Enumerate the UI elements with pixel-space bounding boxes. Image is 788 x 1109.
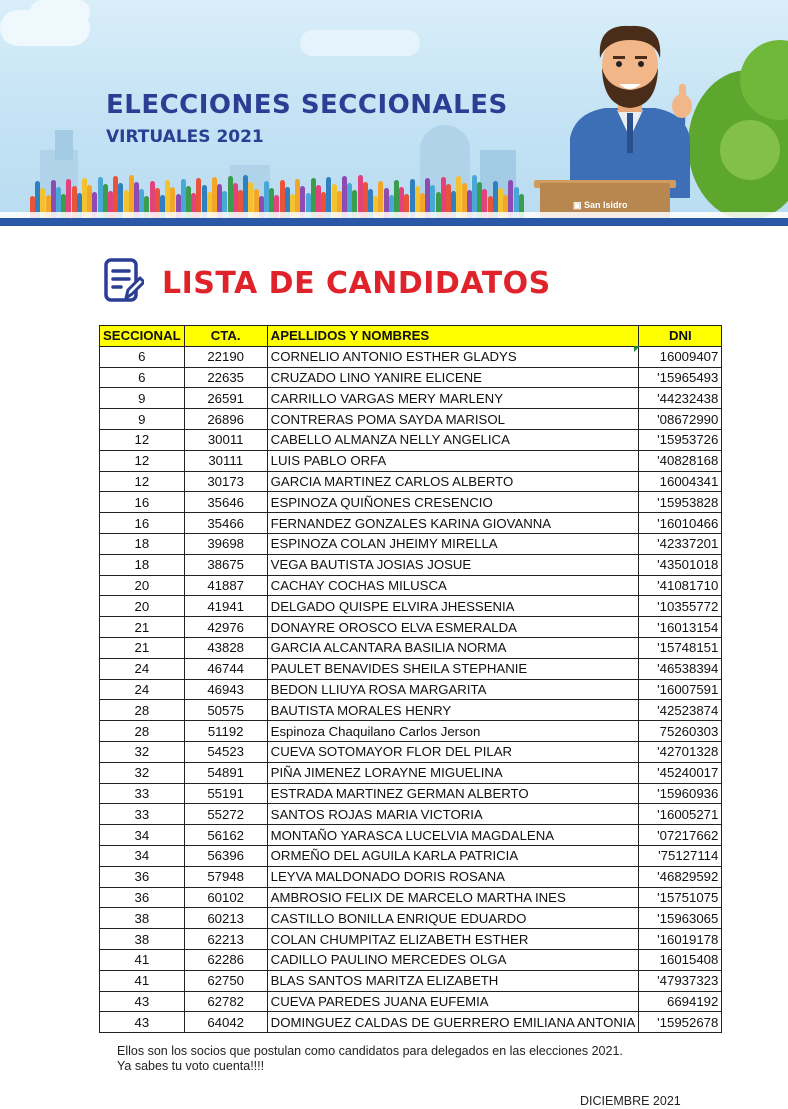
cell-seccional: 41 bbox=[100, 970, 185, 991]
cell-cta: 41887 bbox=[184, 575, 267, 596]
table-row bbox=[100, 637, 722, 658]
banner-title: ELECCIONES SECCIONALES bbox=[106, 90, 508, 120]
cell-dni: '15953726 bbox=[639, 429, 722, 450]
cell-seccional: 38 bbox=[100, 929, 185, 950]
cell-nombres: BEDON LLIUYA ROSA MARGARITA bbox=[267, 679, 639, 700]
cell-cta: 56396 bbox=[184, 845, 267, 866]
cell-cta: 38675 bbox=[184, 554, 267, 575]
cell-cta: 30111 bbox=[184, 450, 267, 471]
cell-cta: 60213 bbox=[184, 908, 267, 929]
footer-note-line-2: Ya sabes tu voto cuenta!!!! bbox=[117, 1059, 265, 1073]
table-row bbox=[100, 721, 722, 742]
cell-nombres: CUEVA SOTOMAYOR FLOR DEL PILAR bbox=[267, 741, 639, 762]
cell-seccional: 36 bbox=[100, 866, 185, 887]
cell-nombres: CONTRERAS POMA SAYDA MARISOL bbox=[267, 409, 639, 430]
cell-dni: '15963065 bbox=[639, 908, 722, 929]
cell-nombres: CRUZADO LINO YANIRE ELICENE bbox=[267, 367, 639, 388]
cell-dni: '15751075 bbox=[639, 887, 722, 908]
cell-dni: '40828168 bbox=[639, 450, 722, 471]
cell-dni: '15748151 bbox=[639, 637, 722, 658]
cell-seccional: 33 bbox=[100, 783, 185, 804]
column-header-seccional: SECCIONAL bbox=[100, 326, 185, 347]
cell-seccional: 16 bbox=[100, 492, 185, 513]
cell-nombres: CASTILLO BONILLA ENRIQUE EDUARDO bbox=[267, 908, 639, 929]
table-row bbox=[100, 596, 722, 617]
cell-seccional: 16 bbox=[100, 513, 185, 534]
table-row bbox=[100, 533, 722, 554]
cell-seccional: 6 bbox=[100, 367, 185, 388]
cell-cta: 64042 bbox=[184, 1012, 267, 1033]
cell-nombres: ESPINOZA COLAN JHEIMY MIRELLA bbox=[267, 533, 639, 554]
cell-dni: '42523874 bbox=[639, 700, 722, 721]
cell-dni: '46538394 bbox=[639, 658, 722, 679]
cell-dni: '15960936 bbox=[639, 783, 722, 804]
footer-note bbox=[117, 1044, 623, 1074]
table-row bbox=[100, 700, 722, 721]
cell-dni: 75260303 bbox=[639, 721, 722, 742]
cell-seccional: 12 bbox=[100, 471, 185, 492]
cell-dni: '46829592 bbox=[639, 866, 722, 887]
cell-seccional: 38 bbox=[100, 908, 185, 929]
cell-nombres: VEGA BAUTISTA JOSIAS JOSUE bbox=[267, 554, 639, 575]
table-header-row bbox=[100, 326, 722, 347]
cell-dni: '15953828 bbox=[639, 492, 722, 513]
cell-cta: 54891 bbox=[184, 762, 267, 783]
cell-cta: 54523 bbox=[184, 741, 267, 762]
cell-cta: 62286 bbox=[184, 949, 267, 970]
cell-cta: 46943 bbox=[184, 679, 267, 700]
cell-nombres: DONAYRE OROSCO ELVA ESMERALDA bbox=[267, 617, 639, 638]
banner-subtitle: VIRTUALES 2021 bbox=[106, 127, 264, 147]
cell-nombres: CADILLO PAULINO MERCEDES OLGA bbox=[267, 949, 639, 970]
cell-seccional: 36 bbox=[100, 887, 185, 908]
cell-seccional: 43 bbox=[100, 1012, 185, 1033]
table-row bbox=[100, 409, 722, 430]
table-row bbox=[100, 471, 722, 492]
cell-seccional: 12 bbox=[100, 429, 185, 450]
cell-cta: 30173 bbox=[184, 471, 267, 492]
cell-seccional: 18 bbox=[100, 533, 185, 554]
san-isidro-logo: ▣ San Isidro bbox=[573, 200, 628, 210]
cell-nombres: DOMINGUEZ CALDAS DE GUERRERO EMILIANA ANTONIA bbox=[267, 1012, 639, 1033]
table-row bbox=[100, 617, 722, 638]
table-row bbox=[100, 367, 722, 388]
cell-seccional: 34 bbox=[100, 845, 185, 866]
cell-nombres: LEYVA MALDONADO DORIS ROSANA bbox=[267, 866, 639, 887]
cell-seccional: 28 bbox=[100, 721, 185, 742]
column-header-cta: CTA. bbox=[184, 326, 267, 347]
cell-nombres: FERNANDEZ GONZALES KARINA GIOVANNA bbox=[267, 513, 639, 534]
cell-dni: '42337201 bbox=[639, 533, 722, 554]
table-row bbox=[100, 679, 722, 700]
table-row bbox=[100, 887, 722, 908]
cell-nombres: ESPINOZA QUIÑONES CRESENCIO bbox=[267, 492, 639, 513]
cell-seccional: 12 bbox=[100, 450, 185, 471]
table-row bbox=[100, 991, 722, 1012]
cell-cta: 41941 bbox=[184, 596, 267, 617]
cell-dni: '15965493 bbox=[639, 367, 722, 388]
cell-cta: 51192 bbox=[184, 721, 267, 742]
cell-seccional: 32 bbox=[100, 762, 185, 783]
cell-seccional: 20 bbox=[100, 575, 185, 596]
cell-dni: '47937323 bbox=[639, 970, 722, 991]
cell-nombres: BLAS SANTOS MARITZA ELIZABETH bbox=[267, 970, 639, 991]
cell-cta: 26896 bbox=[184, 409, 267, 430]
cell-nombres: GARCIA MARTINEZ CARLOS ALBERTO bbox=[267, 471, 639, 492]
banner-bottom-bar bbox=[0, 218, 788, 226]
table-row bbox=[100, 929, 722, 950]
cell-cta: 42976 bbox=[184, 617, 267, 638]
cell-nombres: CARRILLO VARGAS MERY MARLENY bbox=[267, 388, 639, 409]
cell-cta: 62750 bbox=[184, 970, 267, 991]
footer-note-line-1: Ellos son los socios que postulan como candidatos para delegados en las elecciones 2021. bbox=[117, 1044, 623, 1058]
cell-dni: '75127114 bbox=[639, 845, 722, 866]
table-row bbox=[100, 741, 722, 762]
table-row bbox=[100, 429, 722, 450]
table-row bbox=[100, 762, 722, 783]
cell-seccional: 9 bbox=[100, 409, 185, 430]
cell-nombres: ESTRADA MARTINEZ GERMAN ALBERTO bbox=[267, 783, 639, 804]
cell-dni: '42701328 bbox=[639, 741, 722, 762]
cell-seccional: 18 bbox=[100, 554, 185, 575]
cell-dni: '44232438 bbox=[639, 388, 722, 409]
cell-seccional: 20 bbox=[100, 596, 185, 617]
cell-seccional: 21 bbox=[100, 617, 185, 638]
table-row bbox=[100, 450, 722, 471]
table-row bbox=[100, 575, 722, 596]
cell-seccional: 24 bbox=[100, 679, 185, 700]
cell-seccional: 33 bbox=[100, 804, 185, 825]
cell-nombres: PIÑA JIMENEZ LORAYNE MIGUELINA bbox=[267, 762, 639, 783]
table-row bbox=[100, 845, 722, 866]
cell-cta: 26591 bbox=[184, 388, 267, 409]
cloud-decoration bbox=[300, 30, 420, 56]
cell-cta: 43828 bbox=[184, 637, 267, 658]
header-banner bbox=[0, 0, 788, 226]
column-header-nombres: APELLIDOS Y NOMBRES bbox=[267, 326, 639, 347]
table-row bbox=[100, 970, 722, 991]
cell-nombres: BAUTISTA MORALES HENRY bbox=[267, 700, 639, 721]
cell-cta: 30011 bbox=[184, 429, 267, 450]
cell-dni: '45240017 bbox=[639, 762, 722, 783]
cell-nombres: CABELLO ALMANZA NELLY ANGELICA bbox=[267, 429, 639, 450]
cell-nombres: CUEVA PAREDES JUANA EUFEMIA bbox=[267, 991, 639, 1012]
cell-comment-marker bbox=[634, 346, 640, 352]
cell-seccional: 9 bbox=[100, 388, 185, 409]
table-row bbox=[100, 658, 722, 679]
cell-seccional: 41 bbox=[100, 949, 185, 970]
cell-nombres: AMBROSIO FELIX DE MARCELO MARTHA INES bbox=[267, 887, 639, 908]
cell-cta: 39698 bbox=[184, 533, 267, 554]
table-row bbox=[100, 783, 722, 804]
cell-seccional: 34 bbox=[100, 825, 185, 846]
logo-text: San Isidro bbox=[584, 200, 628, 210]
cell-cta: 57948 bbox=[184, 866, 267, 887]
cell-cta: 56162 bbox=[184, 825, 267, 846]
cell-nombres: CORNELIO ANTONIO ESTHER GLADYS bbox=[267, 346, 639, 367]
footer-date: DICIEMBRE 2021 bbox=[580, 1094, 681, 1108]
cell-dni: '08672990 bbox=[639, 409, 722, 430]
cell-cta: 46744 bbox=[184, 658, 267, 679]
cell-cta: 22190 bbox=[184, 346, 267, 367]
table-row bbox=[100, 866, 722, 887]
cell-dni: '43501018 bbox=[639, 554, 722, 575]
table-row bbox=[100, 1012, 722, 1033]
cell-dni: '16013154 bbox=[639, 617, 722, 638]
cell-dni: '15952678 bbox=[639, 1012, 722, 1033]
cell-dni: 16009407 bbox=[639, 346, 722, 367]
table-body bbox=[100, 346, 722, 1032]
table-row bbox=[100, 346, 722, 367]
table-row bbox=[100, 949, 722, 970]
cell-dni: '16005271 bbox=[639, 804, 722, 825]
cell-cta: 60102 bbox=[184, 887, 267, 908]
cell-cta: 62782 bbox=[184, 991, 267, 1012]
cell-dni: 6694192 bbox=[639, 991, 722, 1012]
cell-nombres: MONTAÑO YARASCA LUCELVIA MAGDALENA bbox=[267, 825, 639, 846]
cell-nombres: DELGADO QUISPE ELVIRA JHESSENIA bbox=[267, 596, 639, 617]
cell-nombres: GARCIA ALCANTARA BASILIA NORMA bbox=[267, 637, 639, 658]
table-row bbox=[100, 513, 722, 534]
cell-nombres: PAULET BENAVIDES SHEILA STEPHANIE bbox=[267, 658, 639, 679]
cell-cta: 50575 bbox=[184, 700, 267, 721]
cell-cta: 22635 bbox=[184, 367, 267, 388]
cell-dni: 16004341 bbox=[639, 471, 722, 492]
cell-cta: 55191 bbox=[184, 783, 267, 804]
cell-nombres: Espinoza Chaquilano Carlos Jerson bbox=[267, 721, 639, 742]
cloud-decoration bbox=[30, 0, 90, 24]
building-silhouette bbox=[55, 130, 73, 160]
cell-nombres: ORMEÑO DEL AGUILA KARLA PATRICIA bbox=[267, 845, 639, 866]
tree-decoration bbox=[720, 120, 780, 180]
mascot-thumbs-up-illustration bbox=[555, 18, 705, 198]
cell-nombres: SANTOS ROJAS MARIA VICTORIA bbox=[267, 804, 639, 825]
table-row bbox=[100, 492, 722, 513]
cell-dni: '41081710 bbox=[639, 575, 722, 596]
cell-seccional: 28 bbox=[100, 700, 185, 721]
list-heading: LISTA DE CANDIDATOS bbox=[162, 266, 551, 301]
cell-nombres: CACHAY COCHAS MILUSCA bbox=[267, 575, 639, 596]
cell-dni: '16007591 bbox=[639, 679, 722, 700]
table-row bbox=[100, 388, 722, 409]
cell-dni: '07217662 bbox=[639, 825, 722, 846]
table-row bbox=[100, 804, 722, 825]
cell-nombres: COLAN CHUMPITAZ ELIZABETH ESTHER bbox=[267, 929, 639, 950]
candidates-table bbox=[99, 325, 722, 1033]
cell-nombres: LUIS PABLO ORFA bbox=[267, 450, 639, 471]
cell-cta: 35466 bbox=[184, 513, 267, 534]
cell-seccional: 21 bbox=[100, 637, 185, 658]
cell-cta: 35646 bbox=[184, 492, 267, 513]
column-header-dni: DNI bbox=[639, 326, 722, 347]
cell-dni: 16015408 bbox=[639, 949, 722, 970]
table-row bbox=[100, 825, 722, 846]
table-row bbox=[100, 554, 722, 575]
cell-seccional: 32 bbox=[100, 741, 185, 762]
table-row bbox=[100, 908, 722, 929]
cell-cta: 62213 bbox=[184, 929, 267, 950]
cell-cta: 55272 bbox=[184, 804, 267, 825]
cell-dni: '16019178 bbox=[639, 929, 722, 950]
cell-seccional: 43 bbox=[100, 991, 185, 1012]
cell-dni: '16010466 bbox=[639, 513, 722, 534]
cell-seccional: 6 bbox=[100, 346, 185, 367]
cell-dni: '10355772 bbox=[639, 596, 722, 617]
cell-seccional: 24 bbox=[100, 658, 185, 679]
document-edit-icon bbox=[104, 258, 144, 304]
